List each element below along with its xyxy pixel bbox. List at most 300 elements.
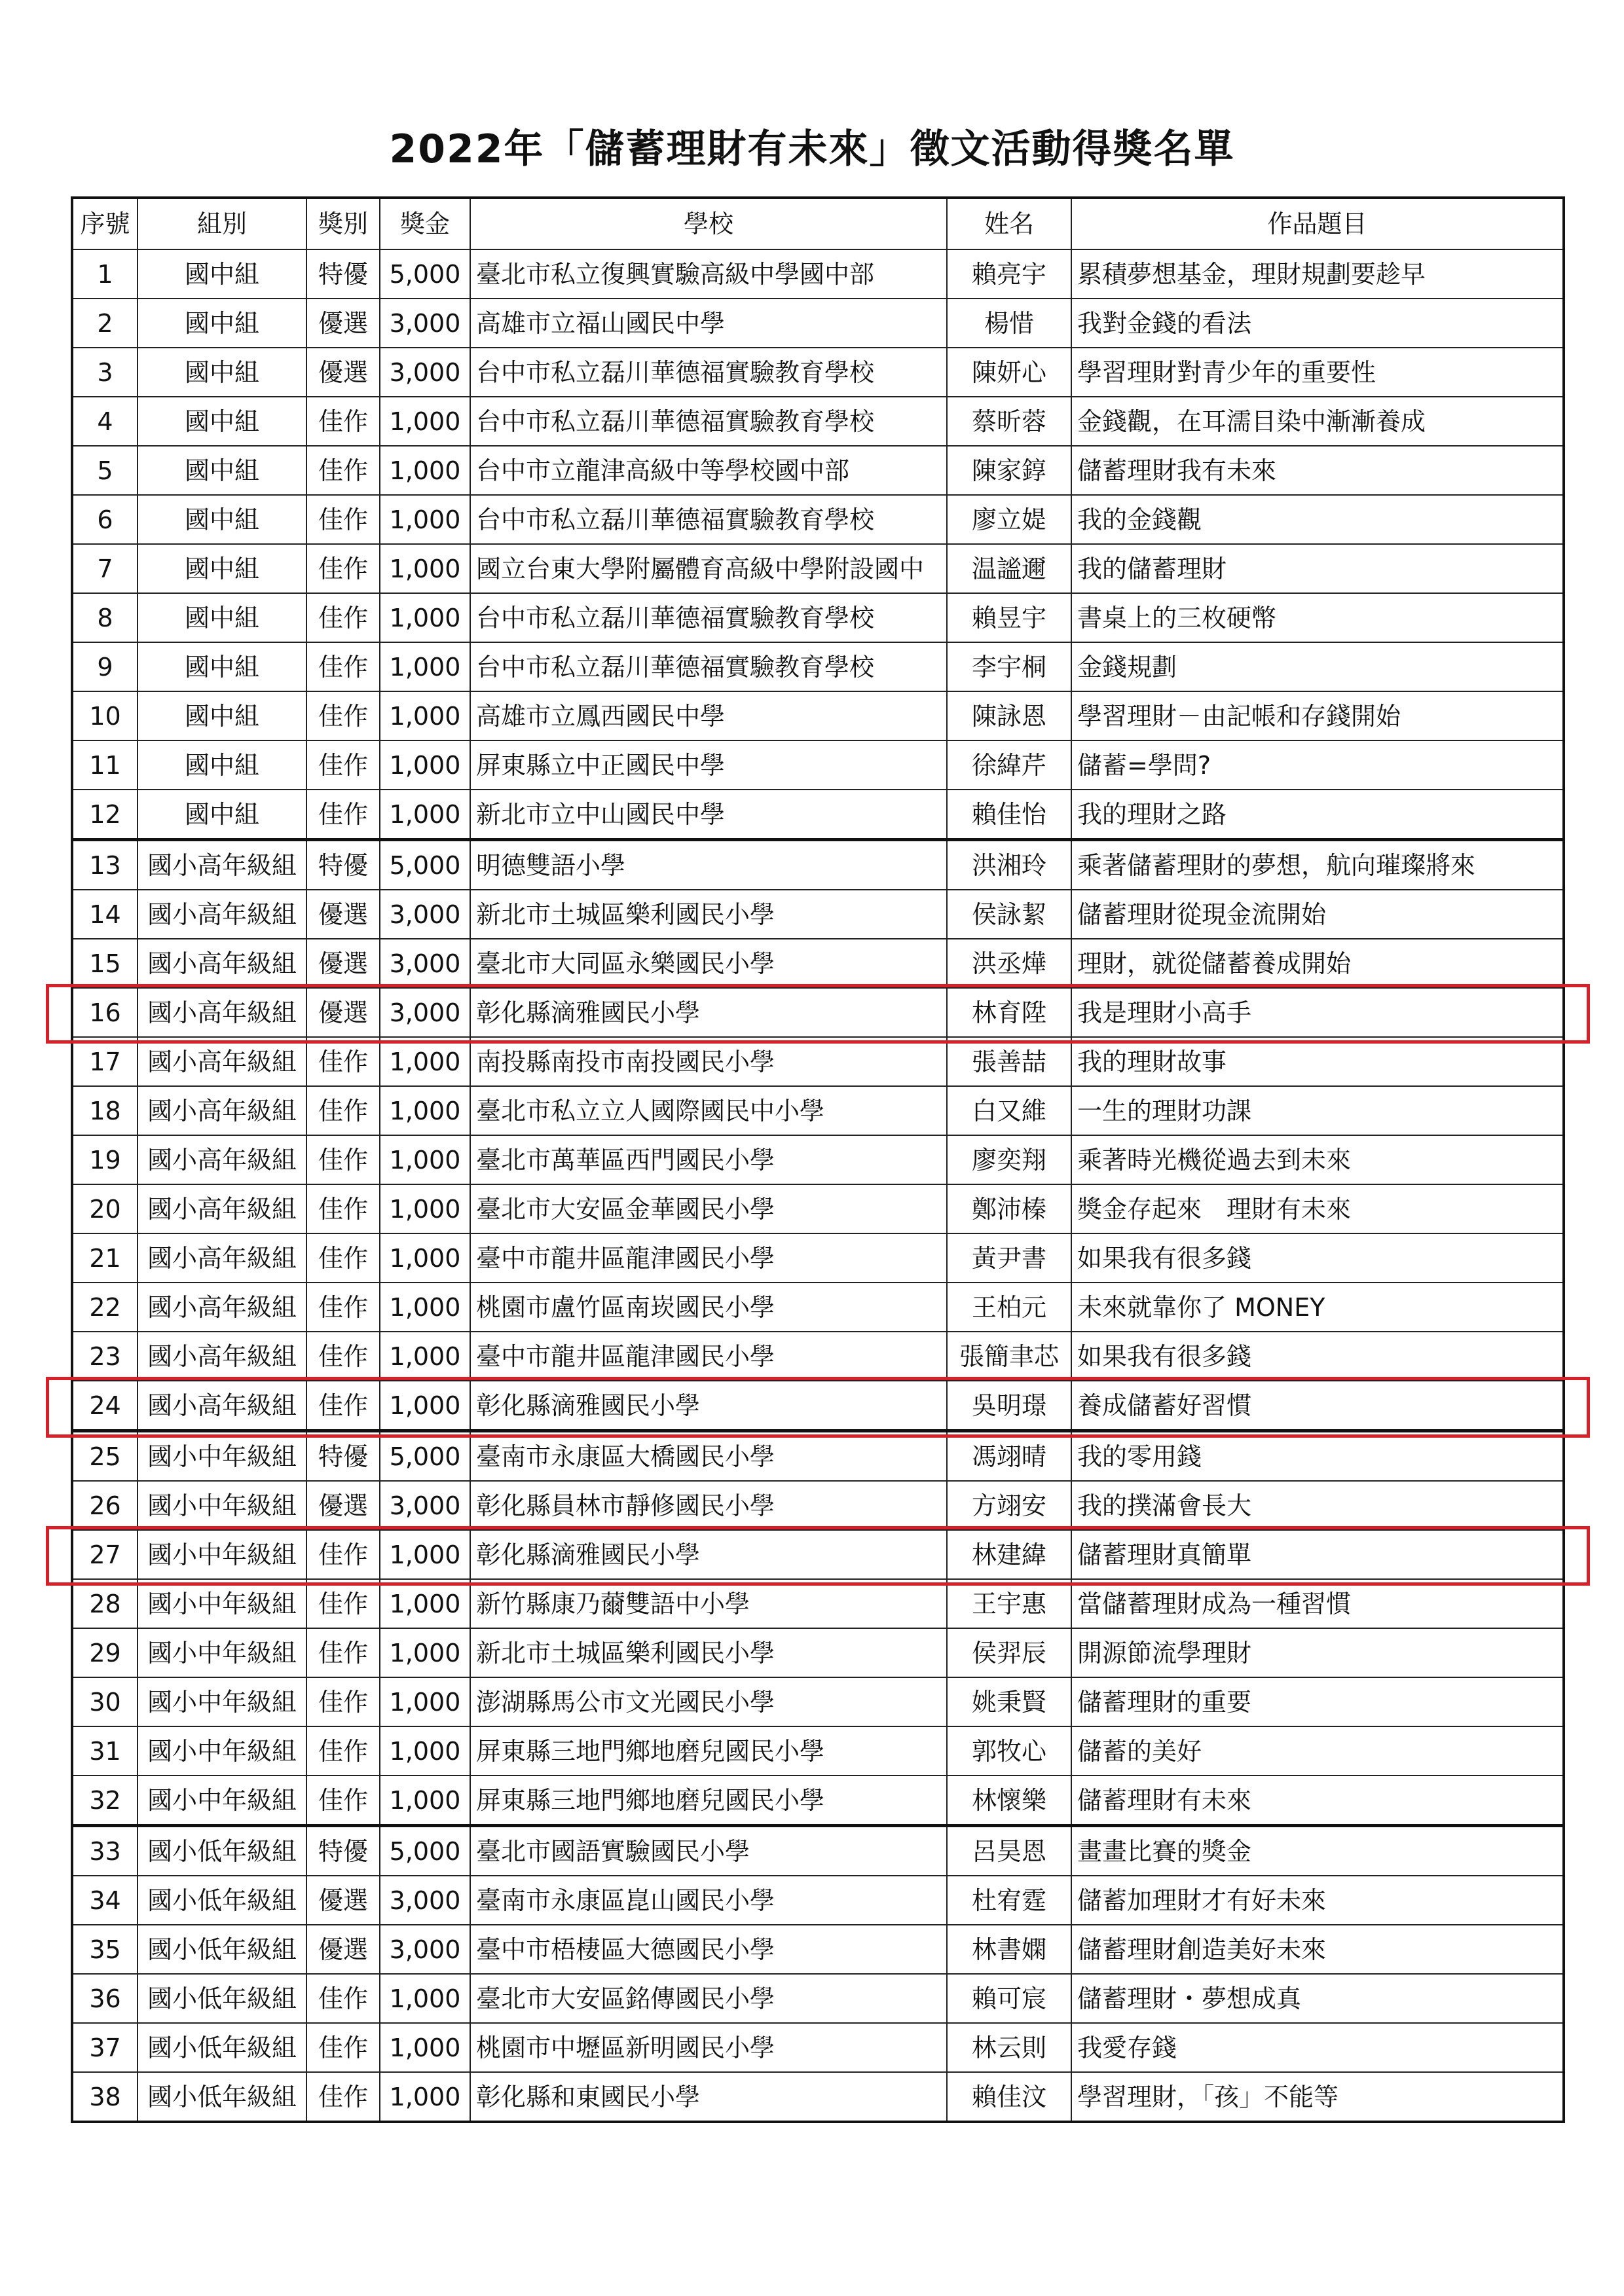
cell-group: 國中組 xyxy=(138,642,306,691)
cell-name: 林書嫻 xyxy=(947,1925,1071,1974)
cell-no: 29 xyxy=(72,1628,138,1677)
cell-school: 彰化縣滴雅國民小學 xyxy=(470,1381,947,1431)
cell-name: 姚秉賢 xyxy=(947,1677,1071,1726)
cell-category: 佳作 xyxy=(306,1726,380,1776)
cell-title: 乘著儲蓄理財的夢想，航向璀璨將來 xyxy=(1071,840,1564,890)
cell-no: 9 xyxy=(72,642,138,691)
cell-prize: 1,000 xyxy=(380,544,470,593)
cell-name: 蔡昕蓉 xyxy=(947,397,1071,446)
table-row xyxy=(72,790,1564,840)
cell-title: 儲蓄理財我有未來 xyxy=(1071,446,1564,495)
cell-title: 我的金錢觀 xyxy=(1071,495,1564,544)
header-prize: 獎金 xyxy=(380,198,470,249)
cell-no: 12 xyxy=(72,790,138,840)
cell-group: 國小中年級組 xyxy=(138,1776,306,1826)
cell-no: 6 xyxy=(72,495,138,544)
cell-prize: 1,000 xyxy=(380,495,470,544)
cell-category: 優選 xyxy=(306,890,380,939)
cell-category: 佳作 xyxy=(306,446,380,495)
table-row xyxy=(72,249,1564,299)
cell-no: 34 xyxy=(72,1876,138,1925)
cell-name: 陳妍心 xyxy=(947,348,1071,397)
cell-name: 王柏元 xyxy=(947,1283,1071,1332)
cell-title: 儲蓄的美好 xyxy=(1071,1726,1564,1776)
cell-category: 特優 xyxy=(306,1431,380,1482)
cell-prize: 1,000 xyxy=(380,1086,470,1135)
cell-group: 國中組 xyxy=(138,544,306,593)
header-title: 作品題目 xyxy=(1071,198,1564,249)
cell-title: 學習理財－由記帳和存錢開始 xyxy=(1071,691,1564,740)
cell-no: 18 xyxy=(72,1086,138,1135)
table-row xyxy=(72,1776,1564,1826)
cell-no: 7 xyxy=(72,544,138,593)
cell-prize: 1,000 xyxy=(380,1726,470,1776)
cell-title: 書桌上的三枚硬幣 xyxy=(1071,593,1564,642)
cell-name: 廖立媞 xyxy=(947,495,1071,544)
cell-category: 佳作 xyxy=(306,495,380,544)
cell-school: 台中市私立磊川華德福實驗教育學校 xyxy=(470,348,947,397)
cell-title: 儲蓄理財的重要 xyxy=(1071,1677,1564,1726)
cell-prize: 1,000 xyxy=(380,740,470,790)
cell-category: 佳作 xyxy=(306,790,380,840)
cell-name: 林建緯 xyxy=(947,1530,1071,1579)
cell-name: 白又維 xyxy=(947,1086,1071,1135)
cell-no: 37 xyxy=(72,2023,138,2072)
cell-group: 國小中年級組 xyxy=(138,1726,306,1776)
cell-school: 臺南市永康區大橋國民小學 xyxy=(470,1431,947,1482)
cell-no: 20 xyxy=(72,1184,138,1233)
cell-prize: 1,000 xyxy=(380,1184,470,1233)
cell-prize: 1,000 xyxy=(380,1974,470,2023)
cell-title: 養成儲蓄好習慣 xyxy=(1071,1381,1564,1431)
cell-category: 優選 xyxy=(306,988,380,1037)
cell-category: 佳作 xyxy=(306,1579,380,1628)
cell-group: 國小中年級組 xyxy=(138,1579,306,1628)
cell-prize: 1,000 xyxy=(380,593,470,642)
cell-name: 賴可宸 xyxy=(947,1974,1071,2023)
cell-title: 畫畫比賽的獎金 xyxy=(1071,1826,1564,1876)
cell-no: 36 xyxy=(72,1974,138,2023)
cell-category: 佳作 xyxy=(306,1974,380,2023)
table-row xyxy=(72,1974,1564,2023)
table-row xyxy=(72,1579,1564,1628)
cell-prize: 5,000 xyxy=(380,840,470,890)
table-row xyxy=(72,1233,1564,1283)
cell-group: 國小高年級組 xyxy=(138,988,306,1037)
cell-group: 國中組 xyxy=(138,740,306,790)
cell-prize: 1,000 xyxy=(380,1332,470,1381)
cell-school: 臺北市私立復興實驗高級中學國中部 xyxy=(470,249,947,299)
cell-group: 國中組 xyxy=(138,495,306,544)
cell-title: 儲蓄理財真簡單 xyxy=(1071,1530,1564,1579)
cell-category: 佳作 xyxy=(306,1776,380,1826)
cell-prize: 1,000 xyxy=(380,1233,470,1283)
cell-name: 陳家錞 xyxy=(947,446,1071,495)
cell-group: 國小高年級組 xyxy=(138,1086,306,1135)
cell-prize: 3,000 xyxy=(380,1925,470,1974)
cell-category: 佳作 xyxy=(306,593,380,642)
cell-school: 台中市私立磊川華德福實驗教育學校 xyxy=(470,495,947,544)
cell-prize: 3,000 xyxy=(380,348,470,397)
table-row xyxy=(72,1332,1564,1381)
cell-group: 國小低年級組 xyxy=(138,1876,306,1925)
cell-school: 新北市土城區樂利國民小學 xyxy=(470,890,947,939)
cell-school: 桃園市中壢區新明國民小學 xyxy=(470,2023,947,2072)
cell-school: 新北市土城區樂利國民小學 xyxy=(470,1628,947,1677)
table-row xyxy=(72,446,1564,495)
cell-group: 國小高年級組 xyxy=(138,1184,306,1233)
cell-school: 臺北市大同區永樂國民小學 xyxy=(470,939,947,988)
cell-prize: 5,000 xyxy=(380,1826,470,1876)
cell-group: 國小低年級組 xyxy=(138,1826,306,1876)
cell-prize: 5,000 xyxy=(380,249,470,299)
cell-category: 佳作 xyxy=(306,1135,380,1184)
cell-prize: 1,000 xyxy=(380,2072,470,2122)
cell-category: 佳作 xyxy=(306,2023,380,2072)
table-row xyxy=(72,1184,1564,1233)
cell-school: 臺中市龍井區龍津國民小學 xyxy=(470,1233,947,1283)
cell-category: 優選 xyxy=(306,348,380,397)
cell-prize: 1,000 xyxy=(380,1579,470,1628)
cell-prize: 3,000 xyxy=(380,939,470,988)
cell-prize: 1,000 xyxy=(380,642,470,691)
cell-school: 彰化縣滴雅國民小學 xyxy=(470,988,947,1037)
cell-category: 佳作 xyxy=(306,1184,380,1233)
cell-no: 25 xyxy=(72,1431,138,1482)
table-row xyxy=(72,1876,1564,1925)
cell-name: 黃尹書 xyxy=(947,1233,1071,1283)
cell-no: 4 xyxy=(72,397,138,446)
cell-school: 臺中市梧棲區大德國民小學 xyxy=(470,1925,947,1974)
cell-name: 呂昊恩 xyxy=(947,1826,1071,1876)
cell-school: 臺北市萬華區西門國民小學 xyxy=(470,1135,947,1184)
cell-title: 我的零用錢 xyxy=(1071,1431,1564,1482)
cell-group: 國中組 xyxy=(138,348,306,397)
cell-category: 佳作 xyxy=(306,1037,380,1086)
table-row xyxy=(72,1086,1564,1135)
cell-category: 佳作 xyxy=(306,1628,380,1677)
cell-school: 臺南市永康區崑山國民小學 xyxy=(470,1876,947,1925)
header-category: 獎別 xyxy=(306,198,380,249)
cell-title: 學習理財，「孩」不能等 xyxy=(1071,2072,1564,2122)
cell-prize: 3,000 xyxy=(380,890,470,939)
cell-category: 佳作 xyxy=(306,1086,380,1135)
header-group: 組別 xyxy=(138,198,306,249)
cell-category: 佳作 xyxy=(306,1283,380,1332)
table-row xyxy=(72,1628,1564,1677)
cell-prize: 1,000 xyxy=(380,446,470,495)
table-row xyxy=(72,2023,1564,2072)
cell-prize: 1,000 xyxy=(380,1530,470,1579)
cell-school: 澎湖縣馬公市文光國民小學 xyxy=(470,1677,947,1726)
award-table xyxy=(71,196,1565,2123)
cell-title: 學習理財對青少年的重要性 xyxy=(1071,348,1564,397)
header-no: 序號 xyxy=(72,198,138,249)
cell-school: 明德雙語小學 xyxy=(470,840,947,890)
cell-group: 國中組 xyxy=(138,593,306,642)
cell-group: 國小中年級組 xyxy=(138,1530,306,1579)
cell-no: 2 xyxy=(72,299,138,348)
cell-group: 國小高年級組 xyxy=(138,1332,306,1381)
cell-title: 如果我有很多錢 xyxy=(1071,1332,1564,1381)
cell-group: 國中組 xyxy=(138,299,306,348)
cell-school: 屏東縣立中正國民中學 xyxy=(470,740,947,790)
cell-school: 臺中市龍井區龍津國民小學 xyxy=(470,1332,947,1381)
cell-prize: 1,000 xyxy=(380,691,470,740)
cell-name: 馮翊晴 xyxy=(947,1431,1071,1482)
cell-group: 國小高年級組 xyxy=(138,1037,306,1086)
cell-title: 儲蓄理財從現金流開始 xyxy=(1071,890,1564,939)
cell-school: 屏東縣三地門鄉地磨兒國民小學 xyxy=(470,1726,947,1776)
cell-prize: 1,000 xyxy=(380,1381,470,1431)
cell-no: 17 xyxy=(72,1037,138,1086)
cell-category: 佳作 xyxy=(306,397,380,446)
cell-name: 賴佳汶 xyxy=(947,2072,1071,2122)
cell-no: 21 xyxy=(72,1233,138,1283)
cell-group: 國小高年級組 xyxy=(138,890,306,939)
cell-name: 侯羿辰 xyxy=(947,1628,1071,1677)
cell-school: 屏東縣三地門鄉地磨兒國民小學 xyxy=(470,1776,947,1826)
cell-prize: 5,000 xyxy=(380,1431,470,1482)
cell-no: 28 xyxy=(72,1579,138,1628)
cell-no: 38 xyxy=(72,2072,138,2122)
table-row xyxy=(72,2072,1564,2122)
cell-prize: 1,000 xyxy=(380,1628,470,1677)
cell-name: 洪湘玲 xyxy=(947,840,1071,890)
cell-title: 開源節流學理財 xyxy=(1071,1628,1564,1677)
table-row xyxy=(72,1135,1564,1184)
cell-school: 高雄市立福山國民中學 xyxy=(470,299,947,348)
cell-no: 1 xyxy=(72,249,138,299)
cell-name: 洪丞燁 xyxy=(947,939,1071,988)
table-row xyxy=(72,740,1564,790)
document-title: 2022年「儲蓄理財有未來」徵文活動得獎名單 xyxy=(389,126,1235,172)
cell-group: 國小低年級組 xyxy=(138,2023,306,2072)
cell-school: 台中市私立磊川華德福實驗教育學校 xyxy=(470,593,947,642)
cell-title: 我愛存錢 xyxy=(1071,2023,1564,2072)
table-row xyxy=(72,1726,1564,1776)
table-row xyxy=(72,1530,1564,1579)
table-row xyxy=(72,348,1564,397)
cell-name: 賴亮宇 xyxy=(947,249,1071,299)
table-row xyxy=(72,642,1564,691)
cell-title: 乘著時光機從過去到未來 xyxy=(1071,1135,1564,1184)
cell-school: 南投縣南投市南投國民小學 xyxy=(470,1037,947,1086)
cell-prize: 1,000 xyxy=(380,397,470,446)
cell-no: 24 xyxy=(72,1381,138,1431)
cell-title: 儲蓄=學問? xyxy=(1071,740,1564,790)
cell-school: 台中市私立磊川華德福實驗教育學校 xyxy=(470,642,947,691)
cell-school: 臺北市國語實驗國民小學 xyxy=(470,1826,947,1876)
cell-name: 方翊安 xyxy=(947,1481,1071,1530)
cell-no: 19 xyxy=(72,1135,138,1184)
table-row xyxy=(72,593,1564,642)
cell-category: 特優 xyxy=(306,840,380,890)
cell-name: 林懷樂 xyxy=(947,1776,1071,1826)
table-row xyxy=(72,1826,1564,1876)
cell-name: 侯詠絜 xyxy=(947,890,1071,939)
table-row xyxy=(72,397,1564,446)
cell-title: 如果我有很多錢 xyxy=(1071,1233,1564,1283)
cell-no: 5 xyxy=(72,446,138,495)
cell-prize: 1,000 xyxy=(380,790,470,840)
table-row xyxy=(72,1037,1564,1086)
cell-name: 林育陞 xyxy=(947,988,1071,1037)
cell-group: 國中組 xyxy=(138,397,306,446)
cell-group: 國小中年級組 xyxy=(138,1431,306,1482)
cell-name: 賴佳怡 xyxy=(947,790,1071,840)
table-row xyxy=(72,1431,1564,1482)
cell-name: 鄭沛榛 xyxy=(947,1184,1071,1233)
cell-group: 國中組 xyxy=(138,249,306,299)
cell-title: 理財，就從儲蓄養成開始 xyxy=(1071,939,1564,988)
cell-group: 國小低年級組 xyxy=(138,2072,306,2122)
cell-category: 優選 xyxy=(306,1876,380,1925)
cell-title: 我的理財之路 xyxy=(1071,790,1564,840)
cell-category: 佳作 xyxy=(306,642,380,691)
cell-title: 我的撲滿會長大 xyxy=(1071,1481,1564,1530)
cell-title: 獎金存起來 理財有未來 xyxy=(1071,1184,1564,1233)
cell-name: 林云則 xyxy=(947,2023,1071,2072)
award-table-container xyxy=(71,196,1562,2123)
table-row xyxy=(72,495,1564,544)
cell-name: 李宇桐 xyxy=(947,642,1071,691)
cell-title: 我是理財小高手 xyxy=(1071,988,1564,1037)
table-row xyxy=(72,1481,1564,1530)
cell-category: 特優 xyxy=(306,249,380,299)
table-body xyxy=(72,249,1564,2122)
cell-title: 儲蓄加理財才有好未來 xyxy=(1071,1876,1564,1925)
cell-prize: 1,000 xyxy=(380,1135,470,1184)
cell-school: 彰化縣滴雅國民小學 xyxy=(470,1530,947,1579)
cell-title: 我對金錢的看法 xyxy=(1071,299,1564,348)
cell-school: 新竹縣康乃薾雙語中小學 xyxy=(470,1579,947,1628)
cell-title: 未來就靠你了 MONEY xyxy=(1071,1283,1564,1332)
cell-no: 30 xyxy=(72,1677,138,1726)
cell-group: 國小高年級組 xyxy=(138,1381,306,1431)
cell-no: 33 xyxy=(72,1826,138,1876)
cell-title: 我的儲蓄理財 xyxy=(1071,544,1564,593)
cell-no: 27 xyxy=(72,1530,138,1579)
header-school: 學校 xyxy=(470,198,947,249)
table-row xyxy=(72,691,1564,740)
cell-group: 國小低年級組 xyxy=(138,1925,306,1974)
cell-name: 温謐邇 xyxy=(947,544,1071,593)
cell-title: 儲蓄理財創造美好未來 xyxy=(1071,1925,1564,1974)
cell-prize: 1,000 xyxy=(380,2023,470,2072)
cell-title: 當儲蓄理財成為一種習慣 xyxy=(1071,1579,1564,1628)
cell-no: 35 xyxy=(72,1925,138,1974)
cell-no: 22 xyxy=(72,1283,138,1332)
cell-category: 佳作 xyxy=(306,544,380,593)
cell-school: 彰化縣和東國民小學 xyxy=(470,2072,947,2122)
cell-prize: 1,000 xyxy=(380,1283,470,1332)
cell-title: 一生的理財功課 xyxy=(1071,1086,1564,1135)
cell-group: 國小低年級組 xyxy=(138,1974,306,2023)
cell-title: 儲蓄理財・夢想成真 xyxy=(1071,1974,1564,2023)
cell-school: 桃園市盧竹區南崁國民小學 xyxy=(470,1283,947,1332)
table-row xyxy=(72,1677,1564,1726)
cell-prize: 1,000 xyxy=(380,1037,470,1086)
table-row xyxy=(72,939,1564,988)
table-row xyxy=(72,840,1564,890)
cell-no: 26 xyxy=(72,1481,138,1530)
cell-prize: 1,000 xyxy=(380,1776,470,1826)
cell-school: 台中市私立磊川華德福實驗教育學校 xyxy=(470,397,947,446)
table-row xyxy=(72,988,1564,1037)
cell-category: 特優 xyxy=(306,1826,380,1876)
cell-no: 23 xyxy=(72,1332,138,1381)
cell-name: 王宇惠 xyxy=(947,1579,1071,1628)
cell-category: 佳作 xyxy=(306,1530,380,1579)
cell-no: 16 xyxy=(72,988,138,1037)
table-row xyxy=(72,1283,1564,1332)
cell-name: 杜宥霆 xyxy=(947,1876,1071,1925)
cell-name: 張善喆 xyxy=(947,1037,1071,1086)
cell-no: 11 xyxy=(72,740,138,790)
cell-group: 國小中年級組 xyxy=(138,1628,306,1677)
cell-school: 臺北市大安區金華國民小學 xyxy=(470,1184,947,1233)
cell-group: 國小中年級組 xyxy=(138,1481,306,1530)
cell-group: 國小高年級組 xyxy=(138,1135,306,1184)
cell-no: 10 xyxy=(72,691,138,740)
cell-name: 張簡聿芯 xyxy=(947,1332,1071,1381)
cell-title: 我的理財故事 xyxy=(1071,1037,1564,1086)
cell-title: 儲蓄理財有未來 xyxy=(1071,1776,1564,1826)
cell-name: 徐緯芹 xyxy=(947,740,1071,790)
cell-school: 台中市立龍津高級中等學校國中部 xyxy=(470,446,947,495)
cell-group: 國中組 xyxy=(138,790,306,840)
cell-school: 高雄市立鳳西國民中學 xyxy=(470,691,947,740)
cell-category: 佳作 xyxy=(306,1332,380,1381)
cell-no: 32 xyxy=(72,1776,138,1826)
cell-title: 金錢觀，在耳濡目染中漸漸養成 xyxy=(1071,397,1564,446)
cell-prize: 3,000 xyxy=(380,1481,470,1530)
cell-category: 佳作 xyxy=(306,740,380,790)
cell-title: 金錢規劃 xyxy=(1071,642,1564,691)
cell-category: 佳作 xyxy=(306,2072,380,2122)
cell-no: 13 xyxy=(72,840,138,890)
cell-group: 國小高年級組 xyxy=(138,1283,306,1332)
cell-no: 31 xyxy=(72,1726,138,1776)
cell-prize: 3,000 xyxy=(380,988,470,1037)
cell-name: 楊惜 xyxy=(947,299,1071,348)
cell-category: 優選 xyxy=(306,299,380,348)
cell-school: 國立台東大學附屬體育高級中學附設國中 xyxy=(470,544,947,593)
cell-category: 優選 xyxy=(306,939,380,988)
cell-name: 賴昱宇 xyxy=(947,593,1071,642)
cell-school: 彰化縣員林市靜修國民小學 xyxy=(470,1481,947,1530)
cell-school: 臺北市私立立人國際國民中小學 xyxy=(470,1086,947,1135)
cell-name: 陳詠恩 xyxy=(947,691,1071,740)
cell-category: 佳作 xyxy=(306,1381,380,1431)
cell-group: 國中組 xyxy=(138,691,306,740)
table-row xyxy=(72,890,1564,939)
cell-prize: 1,000 xyxy=(380,1677,470,1726)
cell-prize: 3,000 xyxy=(380,1876,470,1925)
cell-group: 國小高年級組 xyxy=(138,939,306,988)
cell-no: 8 xyxy=(72,593,138,642)
table-row xyxy=(72,544,1564,593)
table-header-row xyxy=(72,198,1564,249)
cell-group: 國中組 xyxy=(138,446,306,495)
cell-name: 吳明璟 xyxy=(947,1381,1071,1431)
cell-name: 郭牧心 xyxy=(947,1726,1071,1776)
cell-category: 優選 xyxy=(306,1925,380,1974)
cell-category: 佳作 xyxy=(306,691,380,740)
cell-title: 累積夢想基金，理財規劃要趁早 xyxy=(1071,249,1564,299)
cell-name: 廖奕翔 xyxy=(947,1135,1071,1184)
